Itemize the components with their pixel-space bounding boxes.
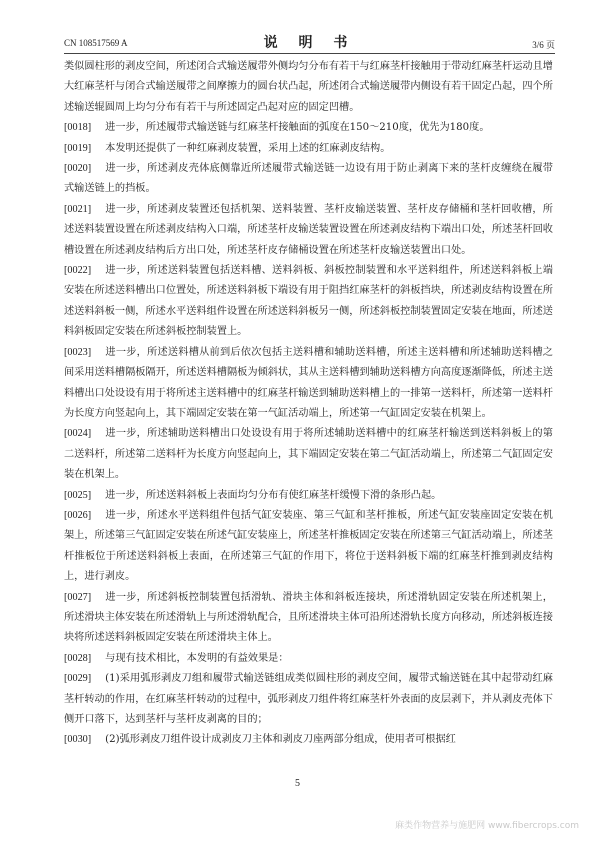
- paragraph-continuation: [64, 57, 553, 118]
- paragraph-0029: [64, 669, 553, 730]
- paragraph-number: [0018]: [64, 122, 92, 134]
- paragraph-text: 进一步，所述剥皮壳体底侧靠近所述履带式输送链一边设有用于防止剥离下来的茎杆皮缠绕在履带式输送链上的挡板。: [64, 163, 553, 195]
- paragraph-text: 与现有技术相比，本发明的有益效果是：: [105, 652, 289, 664]
- patent-number: CN 108517569 A: [64, 38, 128, 48]
- paragraph-number: [0025]: [64, 489, 92, 501]
- paragraph-number: [0022]: [64, 265, 92, 277]
- paragraph-0023: [64, 343, 553, 425]
- page-number: 5: [295, 778, 300, 789]
- paragraph-number: [0023]: [64, 346, 92, 358]
- paragraph-text: (2)弧形剥皮刀组件设计成剥皮刀主体和剥皮刀座两部分组成，使用者可根据红: [105, 734, 456, 746]
- paragraph-0021: [64, 200, 553, 261]
- paragraph-0030: [64, 730, 553, 750]
- header-rule: [64, 53, 555, 54]
- paragraph-0020: [64, 159, 553, 200]
- paragraph-text: 进一步，所述送料槽从前到后依次包括主送料槽和辅助送料槽，所述主送料槽和所述辅助送料槽之间采用送料槽隔板隔开，所述送料槽隔板为倾斜状，其从主送料槽到辅助送料槽方向高度逐渐降低，所述主送料槽出口处设设有用于将所述主送料槽中的红麻茎杆输送到辅助送料槽上的一排第一送料杆，所述第一送料杆为长度方向竖起向上，其下端固定安装在第一气缸活动端上，所述第一气缸固定安装在机架上。: [64, 346, 553, 419]
- paragraph-text: 进一步，所述送料斜板上表面均匀分布有使红麻茎杆缓慢下滑的条形凸起。: [105, 489, 442, 501]
- paragraph-number: [0020]: [64, 163, 92, 175]
- paragraph-0019: [64, 139, 553, 159]
- page-label: 3/6 页: [532, 40, 555, 50]
- paragraph-number: [0026]: [64, 509, 92, 521]
- paragraph-text: 类似圆柱形的剥皮空间，所述闭合式输送履带外侧均匀分布有若干与红麻茎杆接触用于带动红麻茎杆运动且增大红麻茎杆与闭合式输送履带之间摩擦力的圆台状凸起，所述闭合式输送履带内侧设有若干固定凸起，四个所述输送辊圆周上均匀分布有若干与所述固定凸起对应的固定凹槽。: [64, 61, 553, 113]
- paragraph-number: [0024]: [64, 428, 92, 440]
- paragraph-number: [0027]: [64, 591, 92, 603]
- paragraph-0022: [64, 261, 553, 343]
- paragraph-0027: [64, 588, 553, 649]
- paragraph-text: 进一步，所述送料装置包括送料槽、送料斜板、斜板控制装置和水平送料组件，所述送料斜板上端安装在所述送料槽出口位置处，所述送料斜板下端设有用于阻挡红麻茎杆的斜板挡块，所述剥皮结构设置在所述送料斜板一侧，所述水平送料组件设置在所述送料斜板另一侧，所述斜板控制装置固定安装在地面，所述送料斜板固定安装在所述斜板控制装置上。: [64, 265, 553, 338]
- paragraph-text: 本发明还提供了一种红麻剥皮装置，采用上述的红麻剥皮结构。: [105, 142, 391, 154]
- document-body: [64, 57, 553, 751]
- paragraph-0028: [64, 649, 553, 669]
- paragraph-number: [0028]: [64, 652, 92, 664]
- paragraph-text: 进一步，所述斜板控制装置包括滑轨、滑块主体和斜板连接块，所述滑轨固定安装在所述机架上，所述滑块主体安装在所述滑轨上与所述滑轨配合，且所述滑块主体可沿所述滑轨长度方向移动，所述斜板连接块将所述送料斜板固定安装在所述滑块主体上。: [64, 591, 553, 644]
- paragraph-0024: [64, 424, 553, 485]
- paragraph-text: (1)采用弧形剥皮刀组和履带式输送链组成类似圆柱形的剥皮空间，履带式输送链在其中起带动红麻茎杆转动的作用，在红麻茎杆转动的过程中，弧形剥皮刀组件将红麻茎杆外表面的皮层剥下，并从剥皮壳体下侧开口落下，达到茎杆与茎杆皮剥离的目的；: [64, 673, 553, 725]
- paragraph-number: [0030]: [64, 734, 92, 746]
- paragraph-0025: [64, 486, 553, 506]
- paragraph-text: 进一步，所述剥皮装置还包括机架、送料装置、茎杆皮输送装置、茎杆皮存储桶和茎杆回收槽，所述送料装置设置在所述剥皮结构入口端，所述茎杆皮输送装置设置在所述剥皮结构下端出口处，所述茎杆回收槽设置在所述剥皮结构后方出口处，所述茎杆皮存储桶设置在所述茎杆皮输送装置出口处。: [64, 203, 553, 256]
- document-title: 说 明 书: [263, 35, 356, 51]
- watermark-text: 麻类作物营养与施肥网 www.fibercrops.com: [395, 821, 579, 831]
- paragraph-number: [0029]: [64, 673, 92, 685]
- paragraph-0018: [64, 118, 553, 138]
- page-header: [64, 32, 555, 52]
- paragraph-number: [0019]: [64, 142, 92, 154]
- paragraph-text: 进一步，所述履带式输送链与红麻茎杆接触面的弧度在150～210度，优先为180度。: [105, 122, 490, 134]
- paragraph-text: 进一步，所述水平送料组件包括气缸安装座、第三气缸和茎杆推板，所述气缸安装座固定安装在机架上，所述第三气缸固定安装在所述气缸安装座上，所述茎杆推板固定安装在所述第三气缸活动端上，所述茎杆推板位于所述送料斜板上表面，在所述第三气缸的作用下，将位于送料斜板下端的红麻茎杆推到剥皮结构上，进行剥皮。: [64, 509, 553, 583]
- paragraph-0026: [64, 506, 553, 588]
- paragraph-number: [0021]: [64, 203, 92, 215]
- paragraph-text: 进一步，所述辅助送料槽出口处设设有用于将所述辅助送料槽中的红麻茎杆输送到送料斜板上的第二送料杆，所述第二送料杆为长度方向竖起向上，其下端固定安装在第二气缸活动端上，所述第二气缸固定安装在机架上。: [64, 428, 553, 481]
